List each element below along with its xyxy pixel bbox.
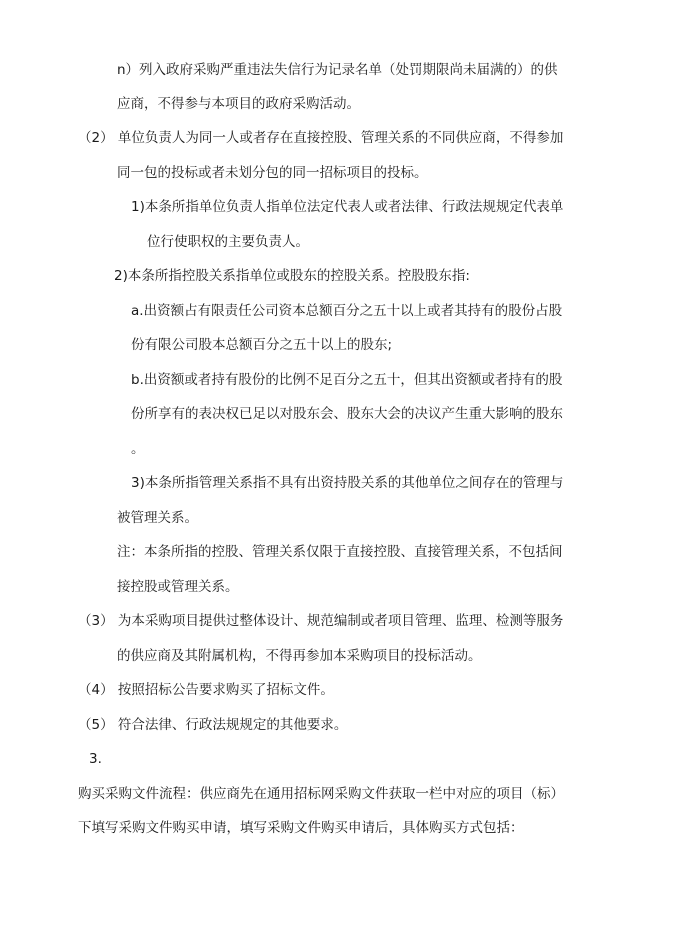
- text-line-note-3: 3)本条所指管理关系指不具有出资持股关系的其他单位之间存在的管理与: [131, 475, 564, 491]
- text-line-note-2-b-end: 。: [131, 441, 145, 457]
- text-line-item-n-cont: 应商，不得参与本项目的政府采购活动。: [117, 96, 360, 112]
- text-line-note-2: 2)本条所指控股关系指单位或股东的控股关系。控股股东指:: [114, 268, 470, 284]
- text-line-note-3-cont: 被管理关系。: [117, 510, 198, 526]
- text-line-clause-3-cont: 的供应商及其附属机构，不得再参加本采购项目的投标活动。: [117, 648, 482, 664]
- text-line-clause-4: （4） 按照招标公告要求购买了招标文件。: [78, 682, 334, 698]
- text-line-clause-2-cont: 同一包的投标或者未划分包的同一招标项目的投标。: [117, 165, 428, 181]
- text-line-clause-2: （2） 单位负责人为同一人或者存在直接控股、管理关系的不同供应商，不得参加: [78, 130, 564, 146]
- text-line-purchase-process: 购买采购文件流程：供应商先在通用招标网采购文件获取一栏中对应的项目（标）: [78, 786, 564, 802]
- text-line-remark-cont: 接控股或管理关系。: [117, 579, 239, 595]
- text-line-clause-5: （5） 符合法律、行政法规规定的其他要求。: [78, 717, 348, 733]
- text-line-note-2-b: b.出资额或者持有股份的比例不足百分之五十，但其出资额或者持有的股: [131, 372, 563, 388]
- text-line-note-2-b-cont: 份所享有的表决权已足以对股东会、股东大会的决议产生重大影响的股东: [131, 406, 563, 422]
- text-line-purchase-process-cont: 下填写采购文件购买申请，填写采购文件购买申请后，具体购买方式包括：: [78, 820, 524, 836]
- text-line-note-2-a-cont: 份有限公司股本总额百分之五十以上的股东;: [131, 337, 393, 353]
- text-line-item-n: n）列入政府采购严重违法失信行为记录名单（处罚期限尚未届满的）的供: [117, 62, 558, 78]
- text-line-note-2-a: a.出资额占有限责任公司资本总额百分之五十以上或者其持有的股份占股: [131, 303, 563, 319]
- text-line-note-1-cont: 位行使职权的主要负责人。: [147, 234, 309, 250]
- text-line-remark: 注：本条所指的控股、管理关系仅限于直接控股、直接管理关系，不包括间: [117, 544, 563, 560]
- text-line-section-3: 3.: [89, 751, 102, 767]
- text-line-note-1: 1)本条所指单位负责人指单位法定代表人或者法律、行政法规规定代表单: [131, 199, 564, 215]
- text-line-clause-3: （3） 为本采购项目提供过整体设计、规范编制或者项目管理、监理、检测等服务: [78, 613, 564, 629]
